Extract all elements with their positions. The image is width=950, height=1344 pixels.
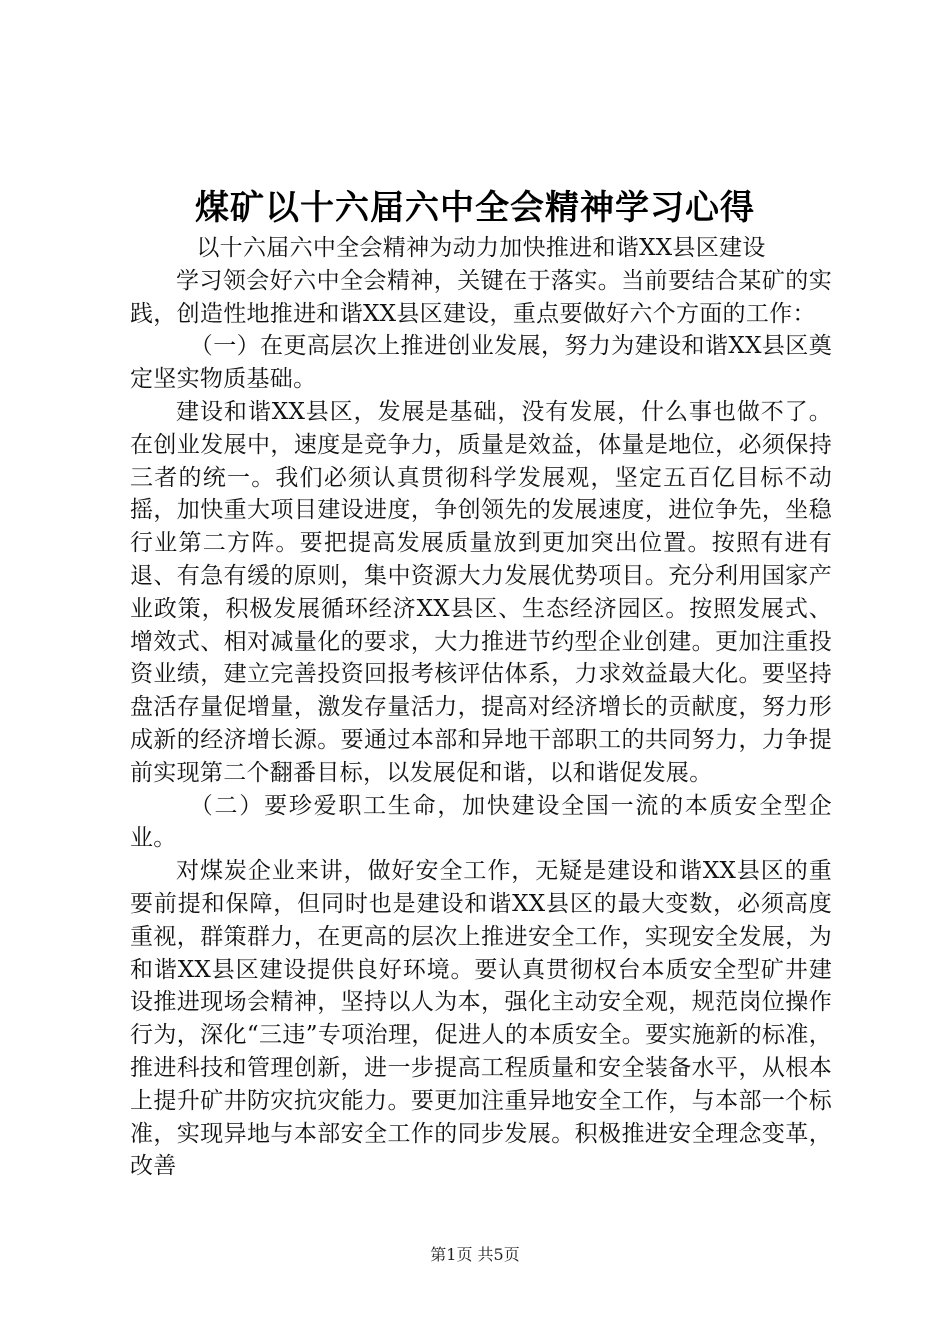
page-footer: 第1页 共5页	[430, 1245, 520, 1264]
document-body	[130, 232, 832, 1183]
document-title: 煤矿以十六届六中全会精神学习心得	[195, 188, 755, 228]
section-heading-1: （一）在更高层次上推进创业发展，努力为建设和谐XX县区奠定坚实物质基础。	[130, 333, 832, 393]
section-heading-2: （二）要珍爱职工生命，加快建设全国一流的本质安全型企业。	[130, 792, 832, 852]
paragraph-intro: 学习领会好六中全会精神，关键在于落实。当前要结合某矿的实践，创造性地推进和谐XX县区建设，重点要做好六个方面的工作：	[130, 267, 832, 327]
paragraph-safety: 对煤炭企业来讲，做好安全工作，无疑是建设和谐XX县区的重要前提和保障，但同时也是建设和谐XX县区的最大变数，必须高度重视，群策群力，在更高的层次上推进安全工作，实现安全发展，为和谐XX县区建设提供良好环境。要认真贯彻权台本质安全型矿井建设推进现场会精神，坚持以人为本，强化主动安全观，规范岗位操作行为，深化“三违”专项治理，促进人的本质安全。要实施新的标准，推进科技和管理创新，进一步提高工程质量和安全装备水平，从根本上提升矿井防灾抗灾能力。要更加注重异地安全工作，与本部一个标准，实现异地与本部安全工作的同步发展。积极推进安全理念变革，改善	[130, 858, 832, 1180]
document-subtitle: 以十六届六中全会精神为动力加快推进和谐XX县区建设	[196, 235, 766, 261]
paragraph-development: 建设和谐XX县区，发展是基础，没有发展，什么事也做不了。在创业发展中，速度是竞争力，质量是效益，体量是地位，必须保持三者的统一。我们必须认真贯彻科学发展观，坚定五百亿目标不动摇，加快重大项目建设进度，争创领先的发展速度，进位争先，坐稳行业第二方阵。要把提高发展质量放到更加突出位置。按照有进有退、有急有缓的原则，集中资源大力发展优势项目。充分利用国家产业政策，积极发展循环经济XX县区、生态经济园区。按照发展式、增效式、相对减量化的要求，大力推进节约型企业创建。更加注重投资业绩，建立完善投资回报考核评估体系，力求效益最大化。要坚持盘活存量促增量，激发存量活力，提高对经济增长的贡献度，努力形成新的经济增长源。要通过本部和异地干部职工的共同努力，力争提前实现第二个翻番目标，以发展促和谐，以和谐促发展。	[130, 398, 832, 786]
